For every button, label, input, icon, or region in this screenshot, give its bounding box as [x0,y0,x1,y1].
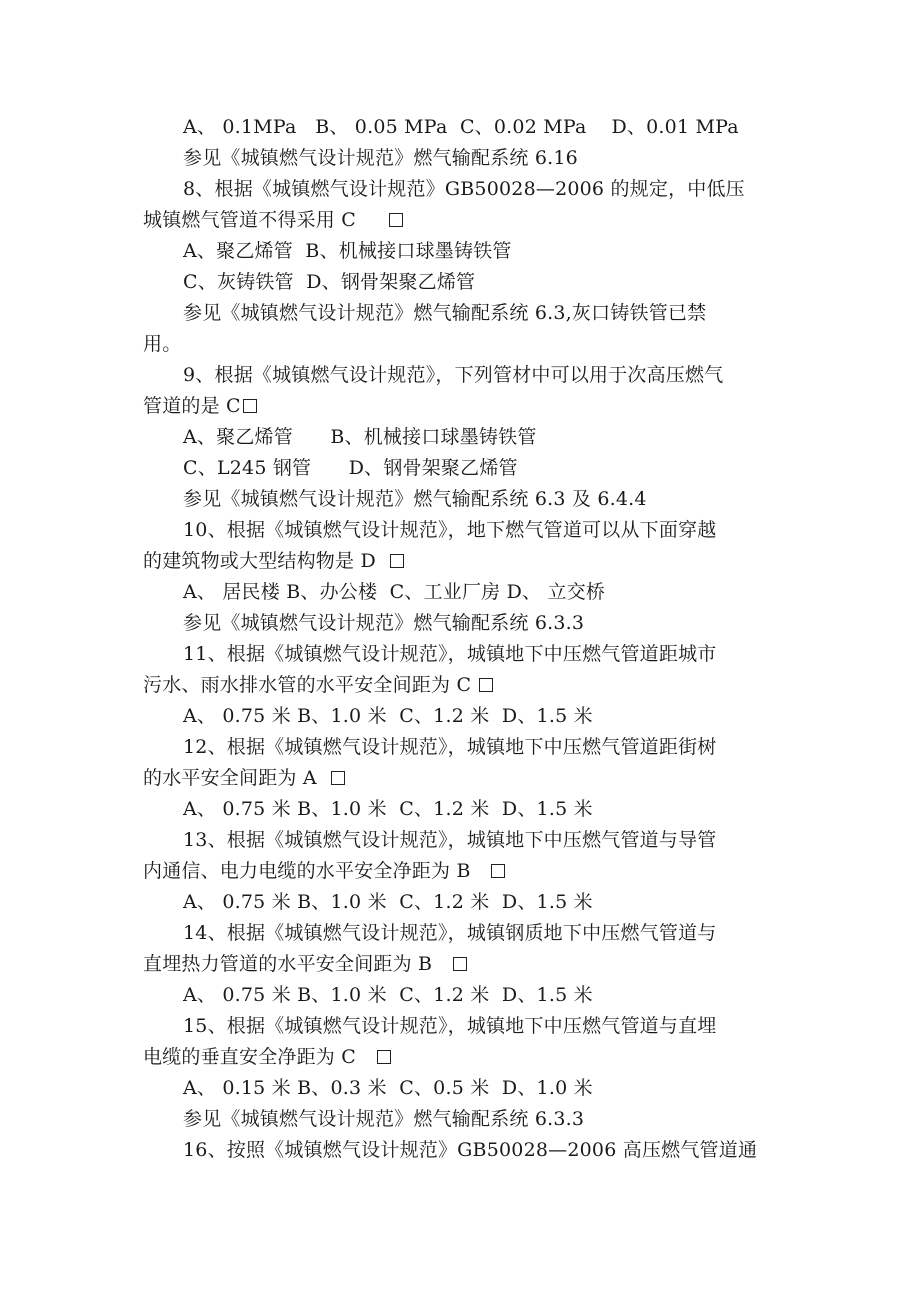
line-text: A、 0.75 米 B、1.0 米 C、1.2 米 D、1.5 米 [183,705,593,727]
line-text: A、 0.75 米 B、1.0 米 C、1.2 米 D、1.5 米 [183,891,593,913]
document-page [143,112,783,1166]
line-text: A、 0.75 米 B、1.0 米 C、1.2 米 D、1.5 米 [183,984,593,1006]
text-line [143,1073,783,1104]
text-line [143,577,783,608]
line-text: A、聚乙烯管 B、机械接口球墨铸铁管 [183,240,512,262]
text-line [143,422,783,453]
line-text: 11、根据《城镇燃气设计规范》，城镇地下中压燃气管道距城市 [183,643,717,665]
line-text: 的水平安全间距为 A [143,767,330,789]
text-line [143,732,783,763]
line-text: A、 居民楼 B、办公楼 C、工业厂房 D、 立交桥 [183,581,606,603]
text-line [143,701,783,732]
line-text: 城镇燃气管道不得采用 C [143,209,388,231]
line-text: 管道的是 C [143,395,241,417]
line-text: 直埋热力管道的水平安全间距为 B [143,953,451,975]
text-line [143,670,783,701]
text-line [143,825,783,856]
text-line [143,794,783,825]
line-text: 8、根据《城镇燃气设计规范》GB50028—2006 的规定，中低压 [183,178,745,200]
line-text: 9、根据《城镇燃气设计规范》，下列管材中可以用于次高压燃气 [183,364,724,386]
text-line [143,763,783,794]
line-text: 的建筑物或大型结构物是 D [143,550,389,572]
answer-box-icon [390,554,404,568]
line-text: 参见《城镇燃气设计规范》燃气输配系统 6.3,灰口铸铁管已禁 [183,302,707,324]
text-line [143,608,783,639]
line-text: 参见《城镇燃气设计规范》燃气输配系统 6.3 及 6.4.4 [183,488,647,510]
line-text: 13、根据《城镇燃气设计规范》，城镇地下中压燃气管道与导管 [183,829,717,851]
line-text: 12、根据《城镇燃气设计规范》，城镇地下中压燃气管道距街树 [183,736,717,758]
line-text: A、聚乙烯管 B、机械接口球墨铸铁管 [183,426,537,448]
text-line [143,949,783,980]
text-line [143,1011,783,1042]
answer-box-icon [243,399,257,413]
line-text: A、 0.15 米 B、0.3 米 C、0.5 米 D、1.0 米 [183,1077,593,1099]
text-line [143,391,783,422]
text-line [143,453,783,484]
answer-box-icon [453,957,467,971]
line-text: 用。 [143,333,182,355]
text-line [143,639,783,670]
line-text: 14、根据《城镇燃气设计规范》，城镇钢质地下中压燃气管道与 [183,922,717,944]
line-text: 参见《城镇燃气设计规范》燃气输配系统 6.16 [183,147,578,169]
line-text: C、L245 钢管 D、钢骨架聚乙烯管 [183,457,518,479]
line-text: 10、根据《城镇燃气设计规范》，地下燃气管道可以从下面穿越 [183,519,717,541]
text-line [143,1042,783,1073]
answer-box-icon [331,771,345,785]
text-line [143,887,783,918]
line-text: 15、根据《城镇燃气设计规范》，城镇地下中压燃气管道与直埋 [183,1015,717,1037]
line-text: 参见《城镇燃气设计规范》燃气输配系统 6.3.3 [183,612,585,634]
text-line [143,298,783,329]
text-line [143,143,783,174]
text-line [143,174,783,205]
line-text: 内通信、电力电缆的水平安全净距为 B [143,860,490,882]
text-line [143,205,783,236]
text-line [143,918,783,949]
line-text: C、灰铸铁管 D、钢骨架聚乙烯管 [183,271,476,293]
text-line [143,515,783,546]
text-line [143,484,783,515]
line-text: A、 0.1MPa B、 0.05 MPa C、0.02 MPa D、0.01 MPa [183,116,739,138]
text-line [143,1104,783,1135]
text-line [143,360,783,391]
line-text: 16、按照《城镇燃气设计规范》GB50028—2006 高压燃气管道通 [183,1139,758,1161]
text-line [143,546,783,577]
text-line [143,1135,783,1166]
text-line [143,856,783,887]
answer-box-icon [377,1050,391,1064]
text-line [143,329,783,360]
line-text: 污水、雨水排水管的水平安全间距为 C [143,674,478,696]
line-text: 参见《城镇燃气设计规范》燃气输配系统 6.3.3 [183,1108,585,1130]
line-text: 电缆的垂直安全净距为 C [143,1046,375,1068]
answer-box-icon [479,678,493,692]
text-line [143,236,783,267]
answer-box-icon [389,213,403,227]
line-text: A、 0.75 米 B、1.0 米 C、1.2 米 D、1.5 米 [183,798,593,820]
text-line [143,267,783,298]
answer-box-icon [491,864,505,878]
text-line [143,980,783,1011]
text-line [143,112,783,143]
